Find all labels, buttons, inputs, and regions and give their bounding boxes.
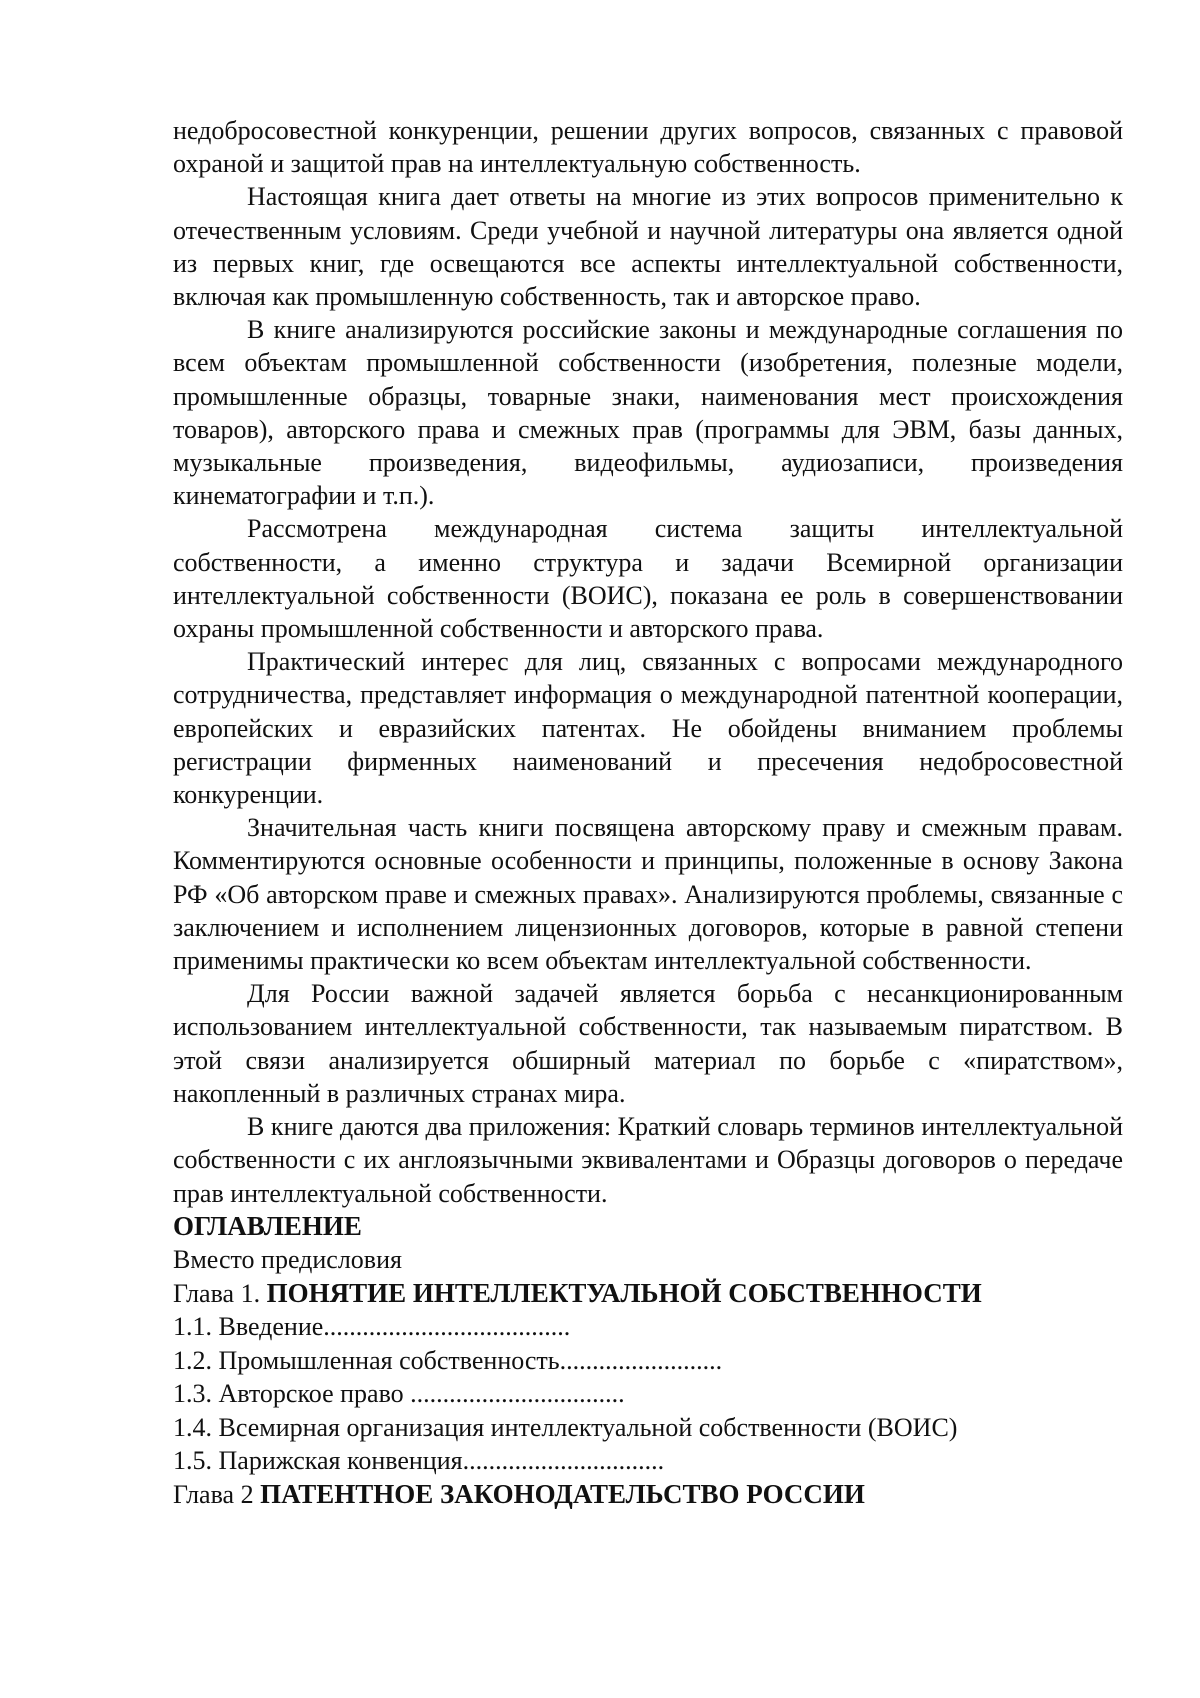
toc-chapter-1-prefix: Глава 1.	[173, 1278, 267, 1308]
paragraph-copyright: Значительная часть книги посвящена авторскому праву и смежным правам. Комментируются основные особенности и принципы, положенные в основу Закона РФ «Об авторском праве и смежных правах». Анализируются проблемы, связанные с заключением и исполнением лицензионных договоров, которые в равной степени применимы практически ко всем объектам интеллектуальной собственности.	[173, 813, 1123, 976]
document-page	[173, 114, 1123, 1511]
paragraph-international-system: Рассмотрена международная система защиты интеллектуальной собственности, а именно структура и задачи Всемирной организации интеллектуальной собственности (ВОИС), показана ее роль в совершенствовании охраны промышленной собственности и авторского права.	[173, 514, 1123, 644]
toc-item: 1.4. Всемирная организация интеллектуальной собственности (ВОИС)	[173, 1412, 958, 1442]
toc-chapter-2	[173, 1478, 1123, 1512]
toc-chapter-2-prefix: Глава 2	[173, 1479, 261, 1509]
toc-preface: Вместо предисловия	[173, 1245, 402, 1275]
paragraph-appendices: В книге даются два приложения: Краткий словарь терминов интеллектуальной собственности с их англоязычными эквивалентами и Образцы договоров о передаче прав интеллектуальной собственности.	[173, 1112, 1123, 1208]
toc-chapter-1-title: ПОНЯТИЕ ИНТЕЛЛЕКТУАЛЬНОЙ СОБСТВЕННОСТИ	[266, 1277, 982, 1308]
toc-item: 1.1. Введение......................................	[173, 1312, 571, 1342]
table-of-contents	[173, 1210, 1123, 1512]
toc-item: 1.3. Авторское право .................................	[173, 1379, 625, 1409]
toc-item: 1.5. Парижская конвенция...............................	[173, 1446, 665, 1476]
toc-chapter-1	[173, 1277, 1123, 1311]
paragraph-practical-interest: Практический интерес для лиц, связанных с вопросами международного сотрудничества, представляет информация о международной патентной кооперации, европейских и евразийских патентах. Не обойдены вниманием проблемы регистрации фирменных наименований и пресечения недобросовестной конкуренции.	[173, 647, 1123, 810]
paragraph-book-answers: Настоящая книга дает ответы на многие из этих вопросов применительно к отечественным условиям. Среди учебной и научной литературы она является одной из первых книг, где освещаются все аспекты интеллектуальной собственности, включая как промышленную собственность, так и авторское право.	[173, 182, 1123, 312]
paragraph-continuation: недобросовестной конкуренции, решении других вопросов, связанных с правовой охраной и защитой прав на интеллектуальную собственность.	[173, 116, 1123, 179]
toc-chapter-2-title: ПАТЕНТНОЕ ЗАКОНОДАТЕЛЬСТВО РОССИИ	[260, 1478, 865, 1509]
toc-heading: ОГЛАВЛЕНИЕ	[173, 1210, 362, 1241]
toc-item: 1.2. Промышленная собственность.........................	[173, 1345, 723, 1375]
paragraph-laws-analysis: В книге анализируются российские законы и международные соглашения по всем объектам промышленной собственности (изобретения, полезные модели, промышленные образцы, товарные знаки, наименования мест происхождения товаров), авторского права и смежных прав (программы для ЭВМ, базы данных, музыкальные произведения, видеофильмы, аудиозаписи, произведения кинематографии и т.п.).	[173, 315, 1123, 511]
paragraph-piracy: Для России важной задачей является борьба с несанкционированным использованием интеллектуальной собственности, так называемым пиратством. В этой связи анализируется обширный материал по борьбе с «пиратством», накопленный в различных странах мира.	[173, 979, 1123, 1108]
